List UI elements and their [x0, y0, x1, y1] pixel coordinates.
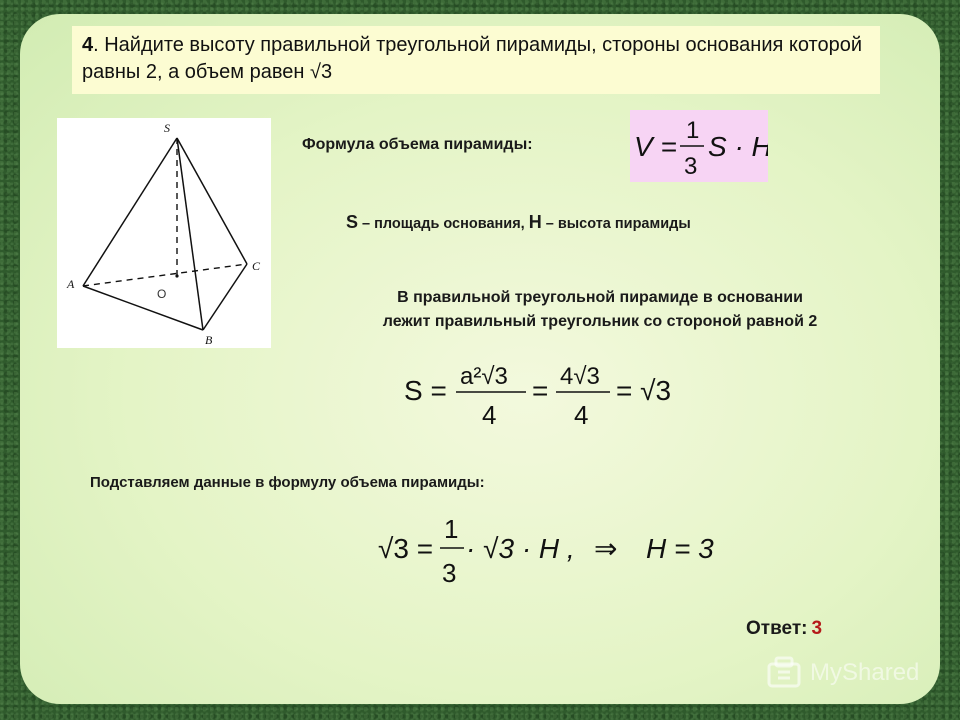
area-frac1-num: a²√3	[460, 363, 508, 390]
area-result: = √3	[616, 375, 672, 406]
height-result: H = 3	[646, 533, 714, 564]
myshared-logo-icon	[766, 656, 806, 690]
label-a: A	[67, 277, 75, 291]
answer	[746, 618, 822, 640]
label-c: C	[252, 259, 261, 273]
base-note-line1: В правильной треугольной пирамиде в основании	[397, 289, 803, 306]
edge-sa	[83, 138, 177, 286]
h-definition: – высота пирамиды	[541, 216, 691, 232]
volume-lhs: V =	[634, 131, 677, 162]
edge-bc	[203, 264, 247, 330]
edge-ac-hidden	[83, 264, 247, 286]
task-text: . Найдите высоту правильной треугольной пирамиды, стороны основания которой равны 2, а объем равен √3	[82, 34, 863, 83]
area-frac2-den: 4	[574, 400, 589, 430]
base-note	[300, 286, 900, 334]
task-number: 4	[82, 34, 94, 56]
pyramid-figure	[57, 118, 271, 348]
area-eq: =	[532, 375, 549, 406]
answer-label: Ответ:	[746, 618, 808, 639]
area-equation	[400, 354, 720, 439]
height-frac-num: 1	[444, 514, 459, 544]
edge-sb	[177, 138, 203, 330]
answer-value: 3	[811, 618, 823, 639]
h-symbol: H	[528, 212, 542, 232]
area-frac1-den: 4	[482, 400, 497, 430]
pyramid-diagram	[57, 118, 271, 348]
label-s: S	[164, 121, 170, 135]
volume-formula-box	[630, 110, 768, 182]
label-b: B	[205, 333, 213, 347]
watermark	[766, 656, 919, 690]
height-equation	[370, 508, 730, 597]
area-frac2-num: 4√3	[560, 363, 600, 390]
height-frac-den: 3	[442, 558, 457, 588]
formula-title: Формула объема пирамиды:	[302, 136, 533, 153]
label-o: O	[157, 287, 167, 301]
definitions-line	[346, 212, 691, 233]
edge-ab	[83, 286, 203, 330]
watermark-text: MyShared	[810, 659, 920, 686]
base-note-line2: лежит правильный треугольник со стороной равной 2	[382, 313, 818, 330]
s-symbol: S	[346, 212, 359, 232]
point-o	[175, 274, 178, 277]
height-lhs: √3 =	[378, 533, 434, 564]
volume-frac-den: 3	[684, 153, 698, 180]
area-lhs: S =	[404, 375, 447, 406]
slide	[20, 14, 940, 704]
volume-rhs: S · H	[708, 131, 768, 162]
volume-frac-num: 1	[686, 117, 700, 144]
implies-symbol: ⇒	[594, 533, 618, 564]
substitution-text: Подставляем данные в формулу объема пирамиды:	[90, 474, 485, 491]
task-box	[72, 26, 880, 94]
s-definition: – площадь основания,	[358, 216, 529, 232]
volume-formula	[630, 110, 768, 182]
height-rhs: · √3 · H ,	[466, 533, 575, 564]
edge-sc	[177, 138, 247, 264]
